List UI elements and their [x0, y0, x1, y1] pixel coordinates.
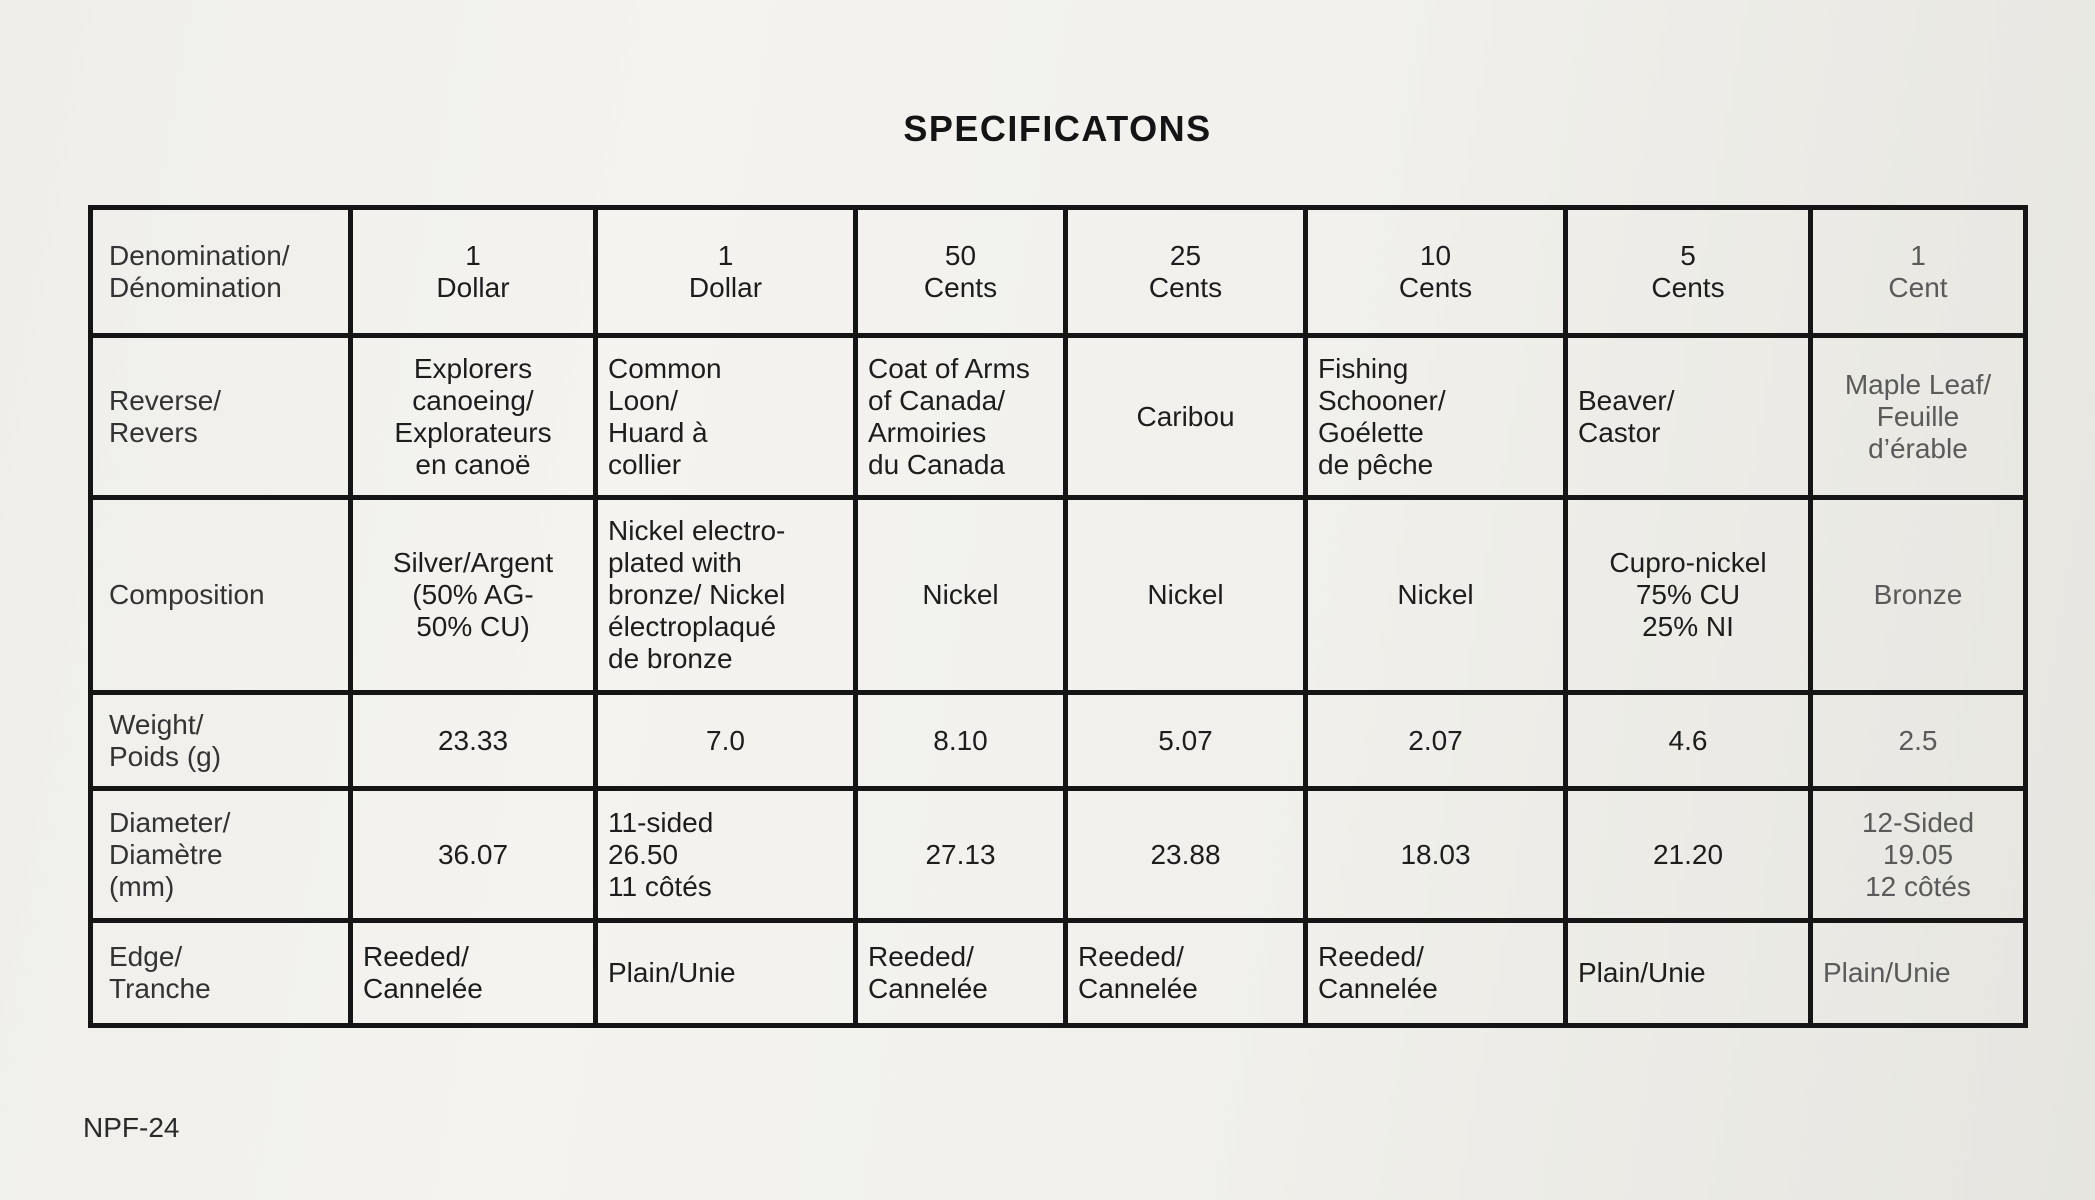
cell-reverse-caribou: Caribou: [1066, 336, 1306, 498]
cell-denomination-10-cents: 10 Cents: [1306, 208, 1566, 336]
row-composition: [91, 498, 2026, 693]
cell-edge-25-cents: Reeded/ Cannelée: [1066, 921, 1306, 1026]
cell-denomination-50-cents: 50 Cents: [856, 208, 1066, 336]
cell-denomination-5-cents: 5 Cents: [1566, 208, 1811, 336]
cell-reverse-maple-leaf: Maple Leaf/ Feuille d’érable: [1811, 336, 2026, 498]
cell-diameter-10-cents: 18.03: [1306, 789, 1566, 921]
cell-composition-nickel-bronze: Nickel electro- plated with bronze/ Nickel électroplaqué de bronze: [596, 498, 856, 693]
cell-weight-10-cents: 2.07: [1306, 693, 1566, 789]
row-edge: [91, 921, 2026, 1026]
cell-diameter-1-dollar-loon: 11-sided 26.50 11 côtés: [596, 789, 856, 921]
cell-composition-bronze: Bronze: [1811, 498, 2026, 693]
specifications-table: [88, 205, 2028, 1028]
row-header-composition: Composition: [91, 498, 351, 693]
cell-reverse-beaver: Beaver/ Castor: [1566, 336, 1811, 498]
cell-reverse-coat-of-arms: Coat of Arms of Canada/ Armoiries du Canada: [856, 336, 1066, 498]
footer-code: NPF-24: [83, 1112, 180, 1143]
cell-diameter-25-cents: 23.88: [1066, 789, 1306, 921]
row-header-denomination: Denomination/ Dénomination: [91, 208, 351, 336]
row-denomination: [91, 208, 2026, 336]
cell-denomination-1-dollar-explorers: 1 Dollar: [351, 208, 596, 336]
cell-diameter-1-cent: 12-Sided 19.05 12 côtés: [1811, 789, 2026, 921]
cell-reverse-explorers: Explorers canoeing/ Explorateurs en canoë: [351, 336, 596, 498]
cell-reverse-loon: Common Loon/ Huard à collier: [596, 336, 856, 498]
row-header-reverse: Reverse/ Revers: [91, 336, 351, 498]
cell-weight-25-cents: 5.07: [1066, 693, 1306, 789]
row-header-weight: Weight/ Poids (g): [91, 693, 351, 789]
cell-weight-1-dollar-loon: 7.0: [596, 693, 856, 789]
cell-denomination-1-dollar-loon: 1 Dollar: [596, 208, 856, 336]
row-diameter: [91, 789, 2026, 921]
row-weight: [91, 693, 2026, 789]
cell-composition-cupro-nickel: Cupro-nickel 75% CU 25% NI: [1566, 498, 1811, 693]
cell-edge-1-dollar-loon: Plain/Unie: [596, 921, 856, 1026]
cell-edge-1-cent: Plain/Unie: [1811, 921, 2026, 1026]
cell-weight-50-cents: 8.10: [856, 693, 1066, 789]
cell-diameter-50-cents: 27.13: [856, 789, 1066, 921]
cell-weight-1-dollar-explorers: 23.33: [351, 693, 596, 789]
cell-edge-1-dollar-explorers: Reeded/ Cannelée: [351, 921, 596, 1026]
cell-composition-nickel-25: Nickel: [1066, 498, 1306, 693]
row-header-diameter: Diameter/ Diamètre (mm): [91, 789, 351, 921]
cell-edge-5-cents: Plain/Unie: [1566, 921, 1811, 1026]
row-reverse: [91, 336, 2026, 498]
cell-diameter-1-dollar-explorers: 36.07: [351, 789, 596, 921]
cell-reverse-schooner: Fishing Schooner/ Goélette de pêche: [1306, 336, 1566, 498]
cell-weight-5-cents: 4.6: [1566, 693, 1811, 789]
row-header-edge: Edge/ Tranche: [91, 921, 351, 1026]
cell-denomination-1-cent: 1 Cent: [1811, 208, 2026, 336]
cell-weight-1-cent: 2.5: [1811, 693, 2026, 789]
cell-edge-50-cents: Reeded/ Cannelée: [856, 921, 1066, 1026]
cell-composition-nickel-50: Nickel: [856, 498, 1066, 693]
cell-edge-10-cents: Reeded/ Cannelée: [1306, 921, 1566, 1026]
cell-denomination-25-cents: 25 Cents: [1066, 208, 1306, 336]
cell-diameter-5-cents: 21.20: [1566, 789, 1811, 921]
page-title: SPECIFICATONS: [903, 108, 1212, 149]
cell-composition-silver: Silver/Argent (50% AG- 50% CU): [351, 498, 596, 693]
cell-composition-nickel-10: Nickel: [1306, 498, 1566, 693]
